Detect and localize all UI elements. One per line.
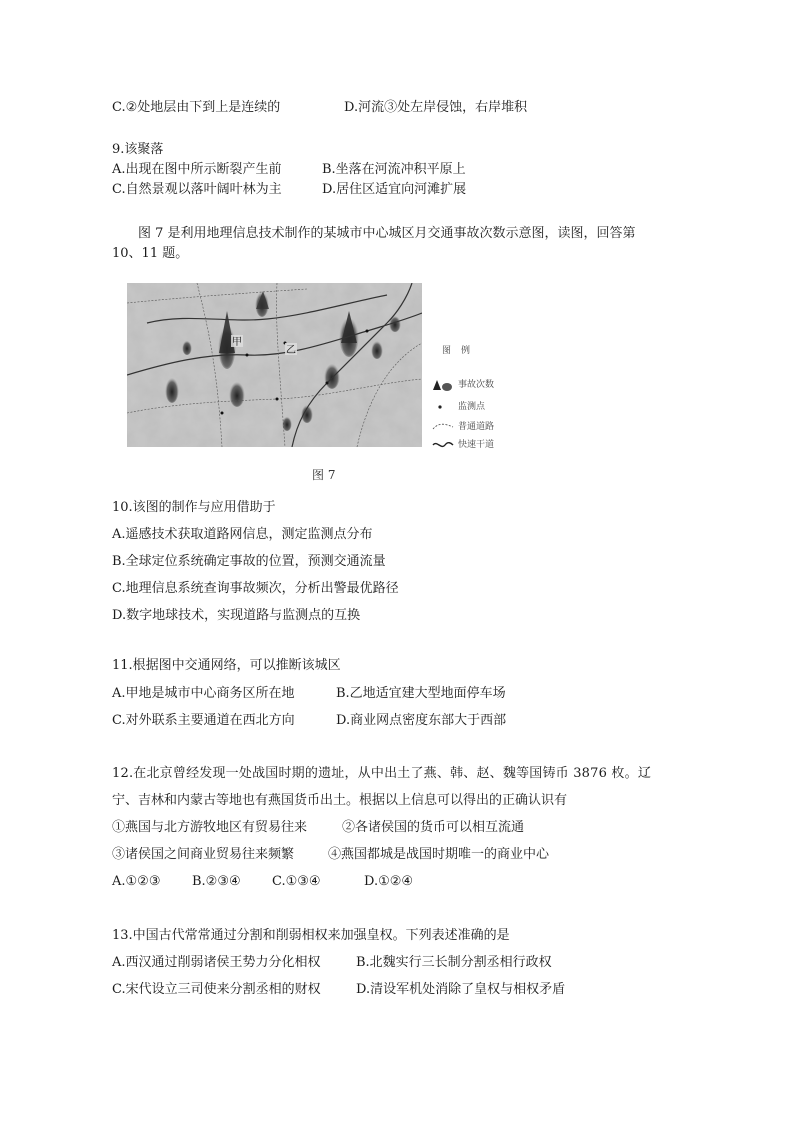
q9-option-b: B.坐落在河流冲积平原上	[322, 162, 466, 177]
q12-item-4: ④燕国都城是战国时期唯一的商业中心	[328, 847, 550, 862]
q12-option-a: A.①②③	[112, 874, 161, 889]
q13-stem: 13.中国古代常常通过分割和削弱相权来加强皇权。下列表述准确的是	[112, 928, 510, 943]
q9-options-cd	[112, 182, 672, 198]
q10-option-a: A.遥感技术获取道路网信息，测定监测点分布	[112, 527, 373, 542]
q13-options-cd	[112, 982, 672, 998]
q10-stem: 10.该图的制作与应用借助于	[112, 500, 276, 515]
q11-option-a: A.甲地是城市中心商务区所在地	[112, 686, 295, 701]
q12-option-c: C.①③④	[272, 874, 321, 889]
figure-caption: 图 7	[312, 468, 336, 482]
q12-items-34	[112, 847, 672, 863]
q12-option-d: D.①②④	[364, 874, 414, 889]
q12-stem-line-1: 12.在北京曾经发现一处战国时期的遗址，从中出土了燕、韩、赵、魏等国铸币 3876 枚。辽	[112, 766, 652, 781]
q12-options	[112, 874, 672, 890]
q12-item-3: ③诸侯国之间商业贸易往来频繁	[112, 847, 295, 862]
q12-option-b: B.②③④	[192, 874, 241, 889]
legend-title: 图例	[442, 346, 481, 356]
q11-option-d: D.商业网点密度东部大于西部	[336, 713, 507, 728]
q11-options-ab	[112, 686, 672, 702]
q12-item-2: ②各诸侯国的货币可以相互流通	[342, 820, 525, 835]
map-label-yi: 乙	[286, 345, 296, 356]
q12-items-12	[112, 820, 672, 836]
expressway-icon	[432, 439, 454, 451]
q12-stem-line-2: 宁、吉林和内蒙古等地也有燕国货币出土。根据以上信息可以得出的正确认识有	[112, 793, 568, 808]
intro-line-2: 10、11 题。	[112, 246, 189, 261]
accident-peak-icon	[432, 379, 454, 391]
q13-option-b: B.北魏实行三长制分割丞相行政权	[356, 955, 552, 970]
q12-item-1: ①燕国与北方游牧地区有贸易往来	[112, 820, 308, 835]
map-label-jia: 甲	[232, 337, 242, 348]
ordinary-road-icon	[432, 421, 454, 433]
q9-option-d: D.居住区适宜向河滩扩展	[322, 182, 467, 197]
q11-options-cd	[112, 713, 672, 729]
legend-road: 普通道路	[432, 419, 494, 433]
legend-monitor: 监测点	[432, 399, 485, 413]
accident-density-map	[127, 283, 422, 447]
q9-stem: 9.该聚落	[112, 142, 164, 157]
q9-option-a: A.出现在图中所示断裂产生前	[112, 162, 282, 177]
q11-stem: 11.根据图中交通网络，可以推断该城区	[112, 658, 341, 673]
legend-accident: 事故次数	[432, 377, 494, 391]
q9-option-c: C.自然景观以落叶阔叶林为主	[112, 182, 282, 197]
q13-option-a: A.西汉通过削弱诸侯王势力分化相权	[112, 955, 321, 970]
q8-option-d: D.河流③处左岸侵蚀，右岸堆积	[344, 100, 528, 115]
intro-line-1: 图 7 是利用地理信息技术制作的某城市中心城区月交通事故次数示意图，读图，回答第	[138, 226, 636, 241]
q13-options-ab	[112, 955, 672, 971]
monitor-point-icon	[432, 401, 454, 413]
legend-expressway: 快速干道	[432, 437, 494, 451]
q11-option-c: C.对外联系主要通道在西北方向	[112, 713, 295, 728]
q10-option-c: C.地理信息系统查询事故频次，分析出警最优路径	[112, 581, 399, 596]
q13-option-d: D.清设军机处消除了皇权与相权矛盾	[356, 982, 566, 997]
q10-option-b: B.全球定位系统确定事故的位置，预测交通流量	[112, 554, 386, 569]
map-legend	[432, 343, 532, 458]
q8-option-c: C.②处地层由下到上是连续的	[112, 100, 281, 115]
map-texture	[127, 283, 422, 447]
q8-options-cd	[112, 100, 672, 116]
q10-option-d: D.数字地球技术，实现道路与监测点的互换	[112, 608, 361, 623]
q13-option-c: C.宋代设立三司使来分割丞相的财权	[112, 982, 321, 997]
q11-option-b: B.乙地适宜建大型地面停车场	[336, 686, 506, 701]
q9-options-ab	[112, 162, 672, 178]
